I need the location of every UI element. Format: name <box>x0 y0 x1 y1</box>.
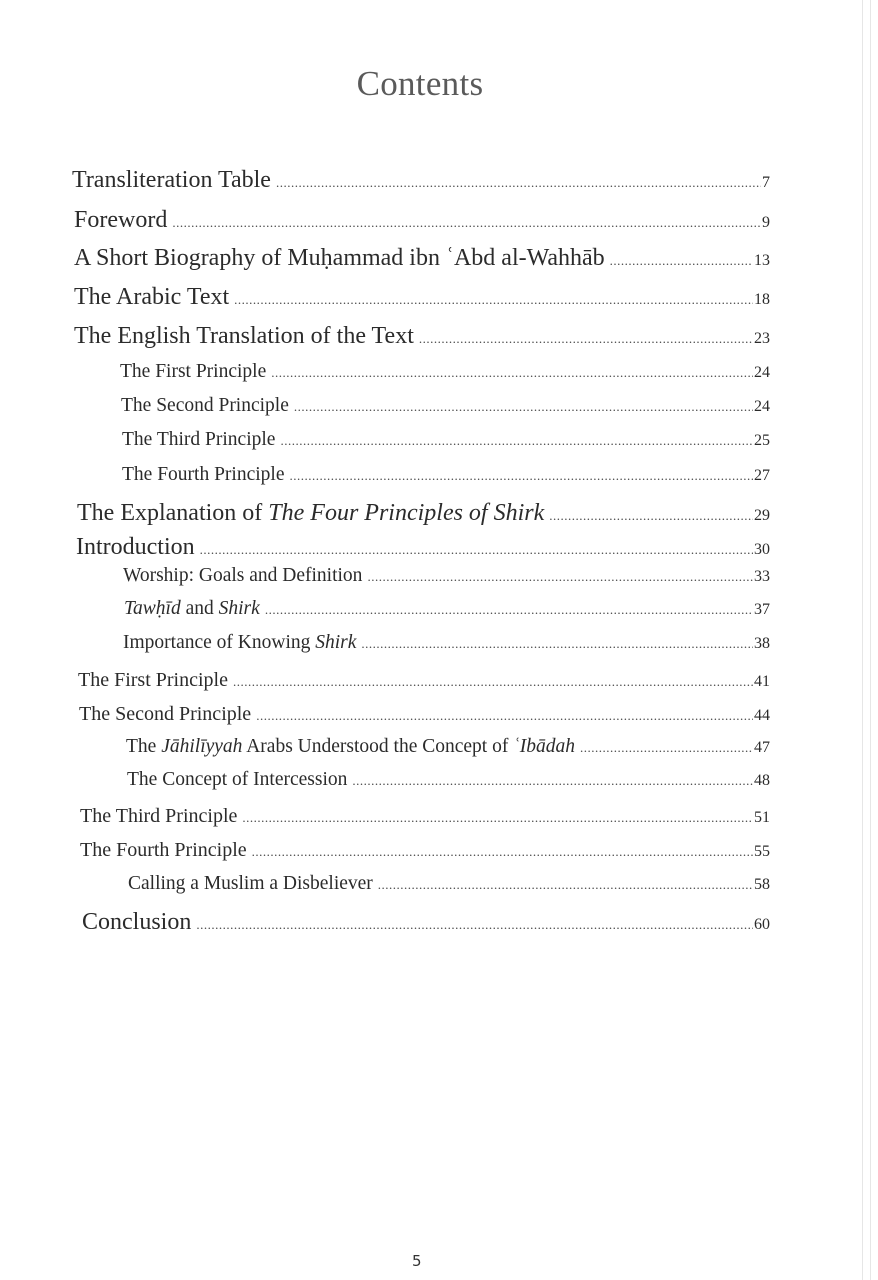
toc-entry[interactable] <box>74 284 770 311</box>
dot-leader <box>352 773 753 789</box>
toc-entry-title <box>126 736 575 758</box>
toc-page-number: 48 <box>754 772 770 789</box>
title-part: The First Principle <box>78 669 228 691</box>
title-part: Introduction <box>76 534 195 560</box>
title-part: Calling a Muslim a Disbeliever <box>128 873 373 894</box>
italic-title-part: Shirk <box>315 632 357 653</box>
toc-entry[interactable] <box>74 245 770 272</box>
title-part: Importance of Knowing <box>123 632 316 653</box>
toc-entry[interactable] <box>80 839 770 862</box>
title-part: The Concept of Intercession <box>127 769 348 790</box>
toc-entry-title <box>122 429 275 451</box>
dot-leader <box>233 674 753 690</box>
title-part: The Second Principle <box>79 703 252 725</box>
toc-entry-title <box>78 669 228 692</box>
toc-page-number: 13 <box>754 252 770 269</box>
toc-entry[interactable] <box>72 167 770 194</box>
dot-leader <box>200 542 753 558</box>
italic-title-part: The Four Principles of Shirk <box>268 500 545 526</box>
page-number: 5 <box>412 1252 422 1270</box>
dot-leader <box>252 844 753 860</box>
toc-entry[interactable] <box>74 323 770 350</box>
toc-entry-title <box>74 207 167 234</box>
dot-leader <box>294 399 753 415</box>
toc-entry[interactable] <box>122 464 770 486</box>
title-part: Conclusion <box>82 909 192 935</box>
toc-entry-title <box>76 534 195 561</box>
toc-entry-title <box>72 167 271 194</box>
toc-page-number: 7 <box>762 174 770 191</box>
title-part: The Fourth Principle <box>80 839 247 861</box>
dot-leader <box>196 917 753 933</box>
dot-leader <box>419 331 753 347</box>
toc-page-number: 44 <box>754 707 770 724</box>
dot-leader <box>276 175 761 191</box>
title-part: The English Translation of the Text <box>74 323 414 349</box>
toc-page-number: 29 <box>754 507 770 524</box>
toc-entry-title <box>79 703 251 726</box>
toc-entry-title <box>120 361 266 383</box>
toc-entry[interactable] <box>121 395 770 417</box>
toc-entry-title <box>77 500 544 527</box>
title-part: and <box>180 598 219 619</box>
italic-title-part: ʿIbādah <box>513 736 575 757</box>
dot-leader <box>242 810 753 826</box>
dot-leader <box>256 708 753 724</box>
toc-entry-title <box>74 245 605 272</box>
toc-page-number: 24 <box>754 364 770 381</box>
title-part: The <box>126 736 162 757</box>
toc-entry-title <box>122 464 284 486</box>
dot-leader <box>361 636 753 652</box>
dot-leader <box>172 215 761 231</box>
toc-entry[interactable] <box>126 736 770 758</box>
dot-leader <box>580 740 753 756</box>
toc-entry-title <box>124 598 260 620</box>
dot-leader <box>289 468 753 484</box>
toc-entry[interactable] <box>76 534 770 561</box>
toc-entry[interactable] <box>123 565 770 587</box>
toc-page-number: 27 <box>754 467 770 484</box>
toc-page-number: 38 <box>754 635 770 652</box>
toc-page-number: 33 <box>754 568 770 585</box>
toc-entry-title <box>128 873 373 895</box>
toc-entry[interactable] <box>123 632 770 654</box>
page-title: Contents <box>356 64 484 103</box>
title-part: The Second Principle <box>121 395 289 416</box>
title-part: A Short Biography of Muḥammad ibn ʿAbd al-Wahhāb <box>74 245 605 271</box>
toc-page-number: 51 <box>754 809 770 826</box>
toc-page-number: 24 <box>754 398 770 415</box>
toc-page-number: 60 <box>754 916 770 933</box>
title-part: The Explanation of <box>77 500 269 526</box>
title-part: Foreword <box>74 207 168 233</box>
title-part: Arabs Understood the Concept of <box>242 736 514 757</box>
italic-title-part: Tawḥīd <box>124 598 181 619</box>
toc-page-number: 30 <box>754 541 770 558</box>
title-part: Transliteration Table <box>72 167 271 193</box>
toc-entry[interactable] <box>128 873 770 895</box>
toc-page-number: 58 <box>754 876 770 893</box>
toc-entry[interactable] <box>80 805 770 828</box>
toc-page-number: 23 <box>754 330 770 347</box>
toc-entry[interactable] <box>127 769 770 791</box>
dot-leader <box>271 365 753 381</box>
title-part: The Arabic Text <box>74 284 230 310</box>
toc-page-number: 55 <box>754 843 770 860</box>
italic-title-part: Jāhilīyyah <box>161 736 243 757</box>
italic-title-part: Shirk <box>218 598 260 619</box>
toc-entry[interactable] <box>124 598 770 620</box>
toc-page-number: 41 <box>754 673 770 690</box>
toc-entry-title <box>123 632 356 654</box>
title-part: The First Principle <box>120 361 267 382</box>
toc-entry-title <box>80 805 237 828</box>
toc-page-number: 18 <box>754 291 770 308</box>
toc-entry-title <box>127 769 347 791</box>
toc-entry[interactable] <box>74 207 770 234</box>
dot-leader <box>610 253 753 269</box>
toc-page-number: 25 <box>754 432 770 449</box>
toc-entry-title <box>121 395 289 417</box>
dot-leader <box>549 508 753 524</box>
toc-entry-title <box>74 284 229 311</box>
toc-entry[interactable] <box>79 703 770 726</box>
dot-leader <box>378 877 753 893</box>
toc-entry[interactable] <box>78 669 770 692</box>
title-part: The Third Principle <box>80 805 238 827</box>
toc-entry-title <box>82 909 191 936</box>
dot-leader <box>367 569 753 585</box>
title-part: Worship: Goals and Definition <box>123 565 363 586</box>
toc-entry-title <box>123 565 362 587</box>
title-part: The Fourth Principle <box>122 464 285 485</box>
toc-page-number: 9 <box>762 214 770 231</box>
toc-entry[interactable] <box>82 909 770 936</box>
dot-leader <box>234 292 753 308</box>
dot-leader <box>280 433 753 449</box>
dot-leader <box>265 602 753 618</box>
toc-entry[interactable] <box>120 361 770 383</box>
toc-page-number: 47 <box>754 739 770 756</box>
toc-entry[interactable] <box>122 429 770 451</box>
toc-entry-title <box>74 323 414 350</box>
toc-entry[interactable] <box>77 500 770 527</box>
title-part: The Third Principle <box>122 429 276 450</box>
toc-page-number: 37 <box>754 601 770 618</box>
toc-entry-title <box>80 839 247 862</box>
